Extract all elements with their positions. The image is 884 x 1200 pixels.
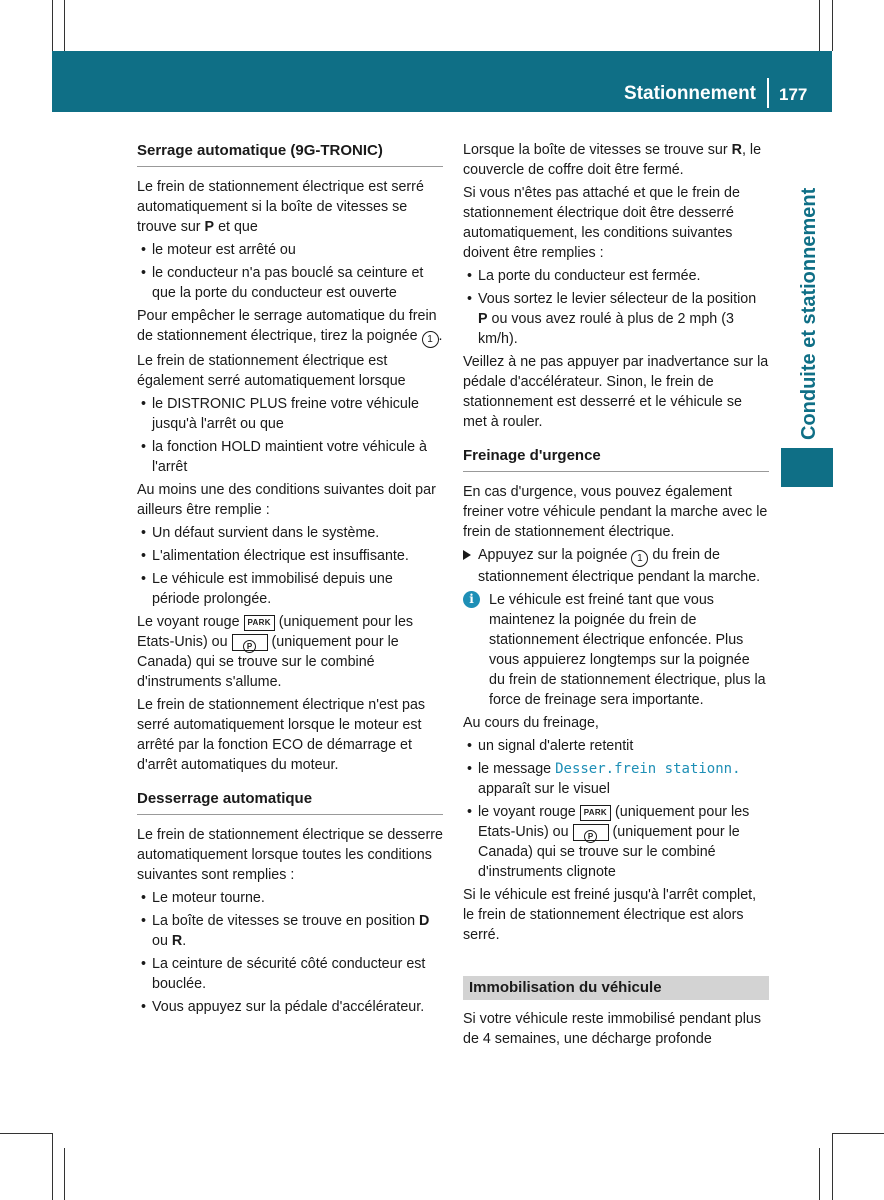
crop-mark bbox=[52, 1133, 53, 1200]
list-item: • Un défaut survient dans le système. bbox=[141, 525, 380, 541]
paragraph: En cas d'urgence, vous pouvez également freiner votre véhicule pendant la marche avec le frein de stationnement électrique. bbox=[463, 484, 768, 540]
paragraph: Si le véhicule est freiné jusqu'à l'arrêt complet, le frein de stationnement électrique est alors serré. bbox=[463, 887, 757, 943]
paragraph: Si votre véhicule reste immobilisé pendant plus de 4 semaines, une décharge profonde bbox=[463, 1011, 762, 1047]
list-item: • le voyant rouge PARK (uniquement pour les Etats-Unis) ou P (uniquement pour le Canada) qui se trouve sur le combiné d'instruments clignote bbox=[467, 804, 750, 880]
list-item: • Vous sortez le levier sélecteur de la position P ou vous avez roulé à plus de 2 mph (3 km/h). bbox=[467, 291, 757, 347]
info-note: i Le véhicule est freiné tant que vous maintenez la poignée du frein de stationnement électrique enfoncée. Plus vous appuierez longtemps sur la poignée du frein de stationnement électrique, plus la force de freinage sera importante. bbox=[463, 590, 769, 710]
paragraph: Le frein de stationnement électrique est également serré automatiquement lorsque bbox=[137, 353, 406, 389]
crop-mark bbox=[52, 0, 53, 51]
list-item: • La ceinture de sécurité côté conducteur est bouclée. bbox=[141, 956, 426, 992]
paragraph: Le frein de stationnement électrique est serré automatiquement si la boîte de vitesses se trouve sur P et que bbox=[137, 179, 424, 235]
info-icon: i bbox=[463, 591, 480, 608]
paragraph: Si vous n'êtes pas attaché et que le frein de stationnement électrique doit être desserré automatiquement, les conditions suivantes doivent être remplies : bbox=[463, 185, 740, 261]
list-item: • Le moteur tourne. bbox=[141, 890, 265, 906]
crop-mark bbox=[64, 1148, 65, 1200]
paragraph: Au moins une des conditions suivantes doit par ailleurs être remplie : bbox=[137, 482, 436, 518]
paragraph: Lorsque la boîte de vitesses se trouve sur R, le couvercle de coffre doit être fermé. bbox=[463, 142, 762, 178]
section-heading: Freinage d'urgence bbox=[463, 445, 769, 472]
crop-mark bbox=[819, 1148, 820, 1200]
display-message: Desser.frein stationn. bbox=[555, 761, 741, 777]
chapter-title: Conduite et stationnement bbox=[798, 187, 820, 440]
paragraph: Veillez à ne pas appuyer par inadvertance sur la pédale d'accélérateur. Sinon, le frein de stationnement est desserré et le véhicule se met à rouler. bbox=[463, 354, 769, 430]
paragraph: Pour empêcher le serrage automatique du frein de stationnement électrique, tirez la poignée 1 . bbox=[137, 306, 443, 348]
paragraph: Le voyant rouge PARK (uniquement pour les Etats-Unis) ou P (uniquement pour le Canada) qui se trouve sur le combiné d'instruments s'allume. bbox=[137, 614, 414, 690]
callout-number-icon: 1 bbox=[422, 331, 439, 348]
step-arrow-icon bbox=[463, 550, 471, 560]
list-item: • le moteur est arrêté ou bbox=[141, 242, 296, 258]
header-divider bbox=[767, 78, 769, 108]
crop-mark bbox=[64, 0, 65, 51]
right-column bbox=[463, 140, 769, 1052]
section-heading: Immobilisation du véhicule bbox=[463, 976, 769, 1000]
crop-mark bbox=[832, 1133, 833, 1200]
left-column bbox=[137, 140, 443, 1020]
section-heading: Desserrage automatique bbox=[137, 788, 443, 815]
paragraph: Le frein de stationnement électrique n'est pas serré automatiquement lorsque le moteur est arrêté par la fonction ECO de démarrage et d'arrêt automatiques du moteur. bbox=[137, 697, 426, 773]
list-item: • la fonction HOLD maintient votre véhicule à l'arrêt bbox=[141, 439, 427, 475]
section-title: Stationnement bbox=[624, 83, 756, 104]
crop-mark bbox=[832, 1133, 884, 1134]
list-item: • Vous appuyez sur la pédale d'accélérateur. bbox=[141, 999, 425, 1015]
crop-mark bbox=[0, 1133, 52, 1134]
list-item: • le DISTRONIC PLUS freine votre véhicule jusqu'à l'arrêt ou que bbox=[141, 396, 419, 432]
chapter-tab-marker bbox=[781, 448, 833, 487]
page-number: 177 bbox=[779, 85, 808, 104]
section-heading: Serrage automatique (9G-TRONIC) bbox=[137, 140, 443, 167]
list-item: • L'alimentation électrique est insuffisante. bbox=[141, 548, 409, 564]
list-item: • un signal d'alerte retentit bbox=[467, 738, 634, 754]
crop-mark bbox=[819, 0, 820, 51]
list-item: • Le véhicule est immobilisé depuis une période prolongée. bbox=[141, 571, 393, 607]
crop-mark bbox=[832, 0, 833, 51]
list-item: • La porte du conducteur est fermée. bbox=[467, 268, 701, 284]
list-item: • le message Desser.frein stationn. apparaît sur le visuel bbox=[467, 761, 741, 797]
parking-brake-icon: P bbox=[573, 824, 609, 841]
list-item: • La boîte de vitesses se trouve en position D ou R. bbox=[141, 913, 430, 949]
instruction-step: Appuyez sur la poignée 1 du frein de stationnement électrique pendant la marche. bbox=[463, 545, 769, 587]
park-warning-icon: PARK bbox=[580, 805, 611, 821]
list-item: • le conducteur n'a pas bouclé sa ceinture et que la porte du conducteur est ouverte bbox=[141, 265, 424, 301]
parking-brake-icon: P bbox=[232, 634, 268, 651]
paragraph: Le frein de stationnement électrique se desserre automatiquement lorsque toutes les conditions suivantes sont remplies : bbox=[137, 827, 443, 883]
park-warning-icon: PARK bbox=[244, 615, 275, 631]
paragraph: Au cours du freinage, bbox=[463, 715, 599, 731]
callout-number-icon: 1 bbox=[631, 550, 648, 567]
